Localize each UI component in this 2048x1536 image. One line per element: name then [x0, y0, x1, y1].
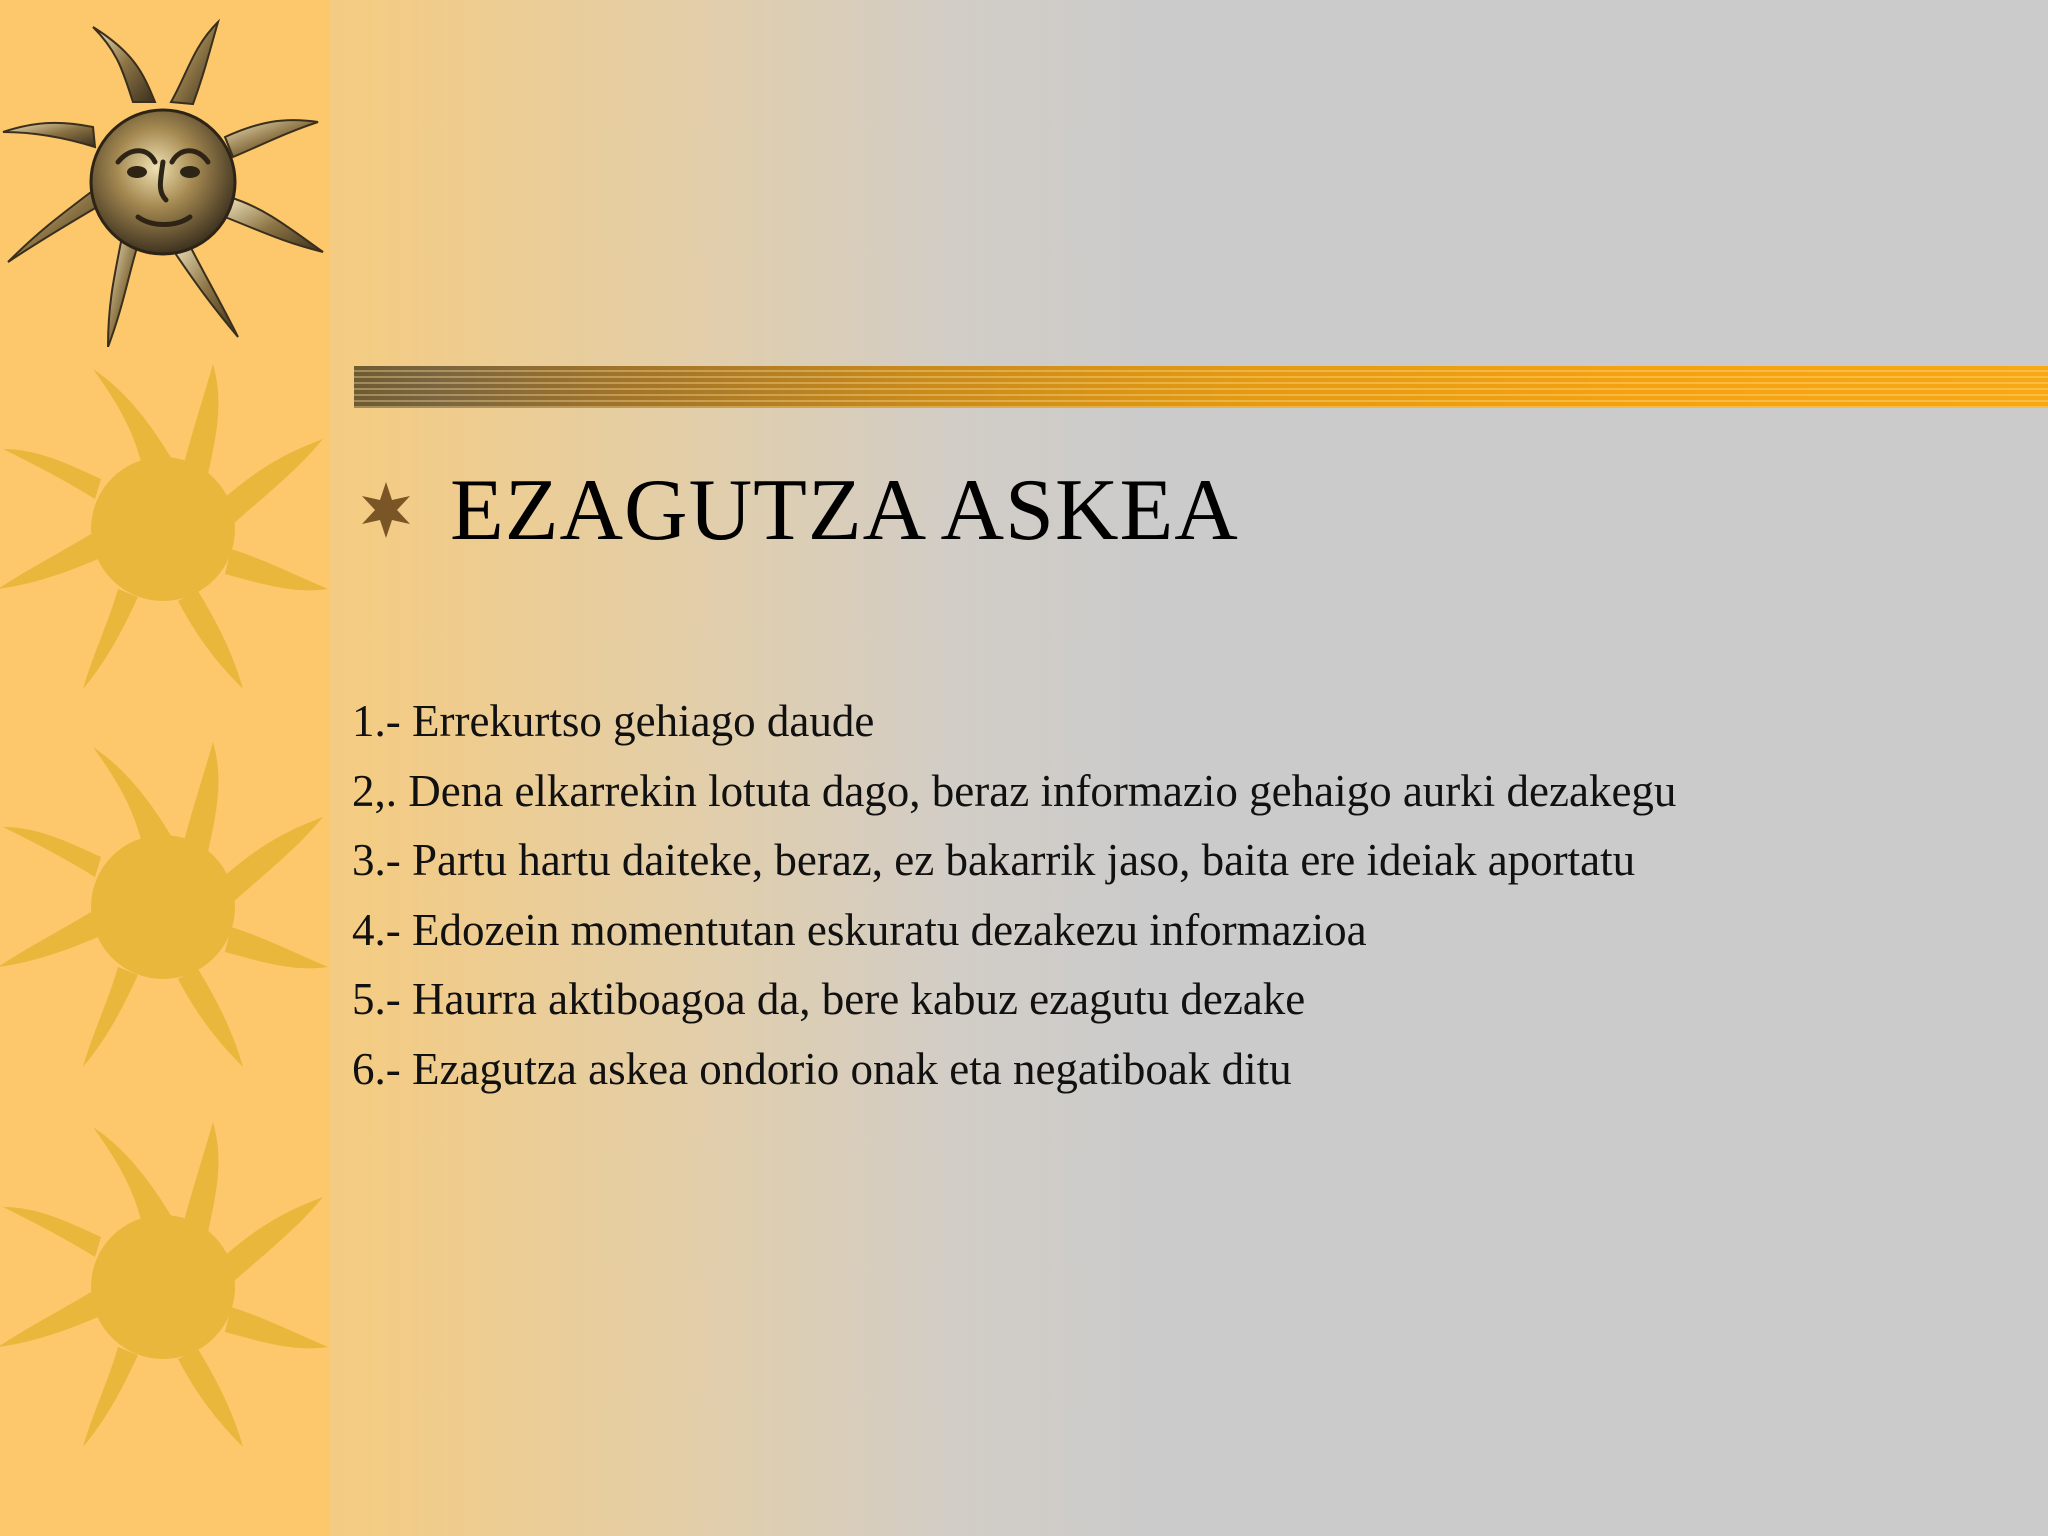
- title-row: [356, 455, 1239, 565]
- six-point-star-icon: [356, 480, 416, 540]
- sun-icon: [0, 1120, 330, 1455]
- bronze-sun-face-icon: [0, 12, 330, 347]
- list-item: 3.- Partu hartu daiteke, beraz, ez bakarrik jaso, baita ere ideiak aportatu: [352, 835, 1636, 885]
- content-list: [352, 687, 2012, 1104]
- slide-title: EZAGUTZA ASKEA: [450, 461, 1239, 559]
- list-item: 6.- Ezagutza askea ondorio onak eta negatiboak ditu: [352, 1043, 1292, 1094]
- list-item: 4.- Edozein momentutan eskuratu dezakezu informazioa: [352, 904, 1367, 955]
- sun-icon: [0, 740, 330, 1075]
- sun-icon: [0, 362, 330, 697]
- title-divider-bar: [354, 366, 2048, 408]
- list-item: 1.- Errekurtso gehiago daude: [352, 696, 875, 746]
- list-item: 5.- Haurra aktiboagoa da, bere kabuz ezagutu dezake: [352, 974, 1306, 1024]
- list-item: 2,. Dena elkarrekin lotuta dago, beraz informazio gehaigo aurki dezakegu: [352, 765, 1677, 816]
